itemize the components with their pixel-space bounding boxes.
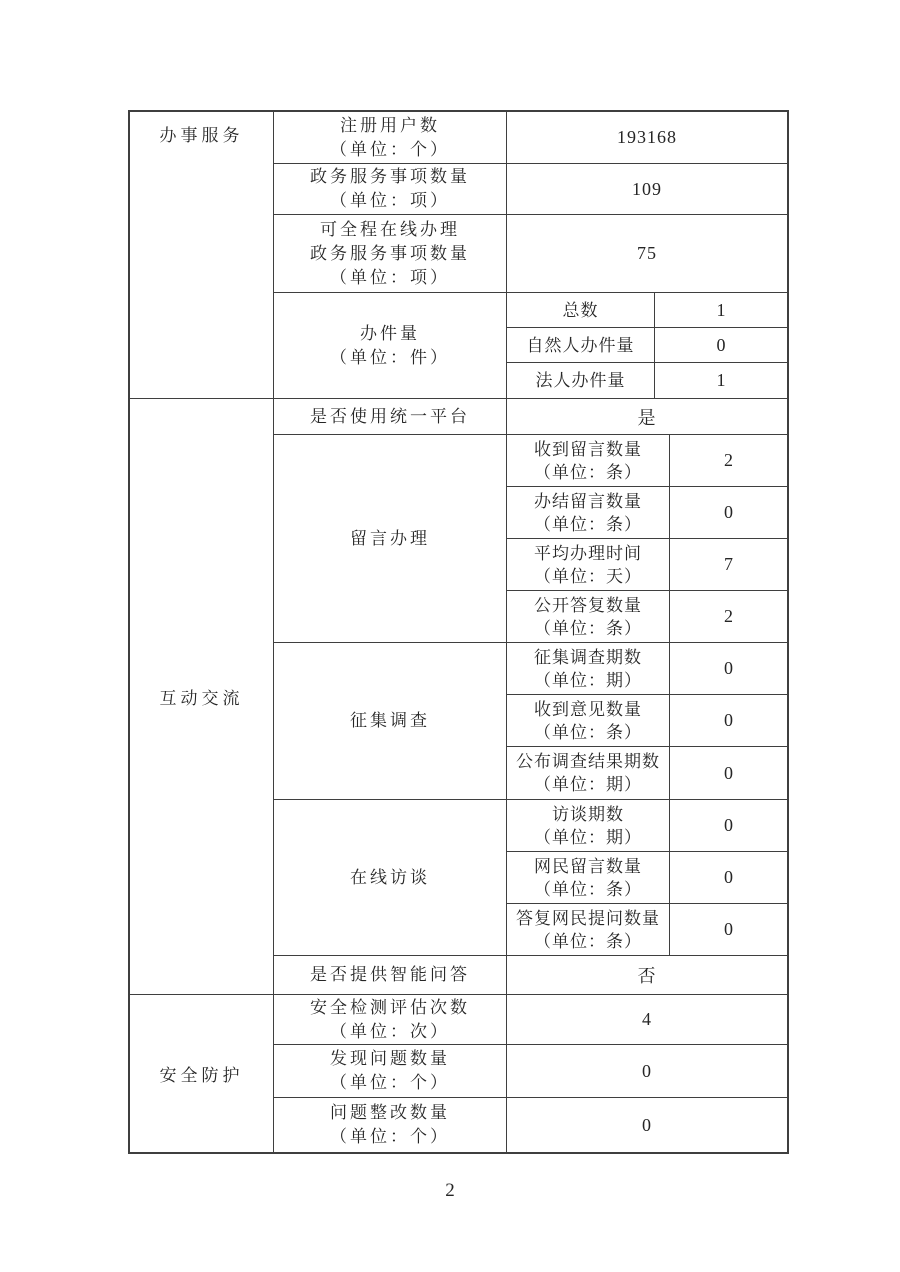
submetric-label: 总数 xyxy=(507,293,655,327)
table-row xyxy=(274,995,787,1045)
submetric-label: 访谈期数 （单位：期） xyxy=(507,800,670,851)
metric-unit: （单位：项） xyxy=(330,191,450,210)
section-interaction xyxy=(130,399,787,995)
metric-cell xyxy=(274,995,507,1044)
submetric-value: 0 xyxy=(724,658,733,678)
metric-cell xyxy=(274,643,507,799)
table-row xyxy=(274,1045,787,1098)
submetric-value: 0 xyxy=(724,919,733,939)
submetric-value: 1 xyxy=(716,370,726,390)
submetric-value: 2 xyxy=(724,450,733,470)
table-subrow xyxy=(507,747,787,799)
metric-value: 193168 xyxy=(617,127,677,147)
submetric-label: 自然人办件量 xyxy=(507,328,655,362)
submetric-label: 网民留言数量 （单位：条） xyxy=(507,852,670,903)
submetric-label: 收到意见数量 （单位：条） xyxy=(507,695,670,746)
metric-unit: （单位：个） xyxy=(330,1073,450,1092)
table-subrow xyxy=(507,800,787,852)
table-row xyxy=(274,399,787,435)
category-label: 办事服务 xyxy=(130,112,274,398)
subrow-group xyxy=(507,800,787,955)
table-subrow xyxy=(507,591,787,642)
submetric-value: 0 xyxy=(724,710,733,730)
metric-label: 在线访谈 xyxy=(350,867,430,887)
submetric-value: 1 xyxy=(716,299,726,320)
metric-value: 4 xyxy=(642,1009,652,1029)
table-row xyxy=(274,112,787,164)
metric-cell xyxy=(274,435,507,642)
metric-cell xyxy=(274,1045,507,1097)
subrow-group xyxy=(507,435,787,642)
metric-cell xyxy=(274,164,507,214)
metric-value: 0 xyxy=(642,1060,652,1081)
submetric-label: 公开答复数量 （单位：条） xyxy=(507,591,670,642)
table-subrow xyxy=(507,904,787,955)
metric-cell xyxy=(274,1098,507,1152)
submetric-value: 0 xyxy=(724,815,733,835)
statistics-table xyxy=(128,110,789,1154)
table-row xyxy=(274,164,787,215)
submetric-label: 收到留言数量 （单位：条） xyxy=(507,435,670,486)
metric-label: 政务服务事项数量 xyxy=(310,243,470,263)
submetric-label: 法人办件量 xyxy=(507,363,655,398)
table-subrow xyxy=(507,695,787,747)
table-subrow xyxy=(507,435,787,487)
metric-cell xyxy=(274,956,507,994)
metric-cell xyxy=(274,215,507,292)
submetric-label: 办结留言数量 （单位：条） xyxy=(507,487,670,538)
metric-value: 0 xyxy=(642,1114,652,1135)
table-subrow xyxy=(507,539,787,591)
section-rows xyxy=(274,112,787,398)
section-service xyxy=(130,112,787,399)
table-subrow xyxy=(507,363,787,398)
subrow-group xyxy=(507,293,787,398)
submetric-value: 0 xyxy=(716,334,726,355)
category-label: 互动交流 xyxy=(130,399,274,994)
submetric-value: 0 xyxy=(724,867,733,887)
table-subrow xyxy=(507,852,787,904)
table-subrow xyxy=(507,328,787,363)
section-rows xyxy=(274,399,787,994)
metric-label: 政务服务事项数量 xyxy=(310,167,470,186)
metric-label: 注册用户数 xyxy=(340,115,440,135)
section-rows xyxy=(274,995,787,1152)
submetric-value: 0 xyxy=(724,502,733,522)
metric-label: 是否使用统一平台 xyxy=(310,406,470,426)
table-subrow xyxy=(507,487,787,539)
section-security xyxy=(130,995,787,1152)
metric-label: 可全程在线办理 xyxy=(320,219,460,239)
metric-label: 是否提供智能问答 xyxy=(310,965,470,984)
table-subrow xyxy=(507,293,787,328)
metric-unit: （单位：个） xyxy=(330,139,450,159)
submetric-label: 平均办理时间 （单位：天） xyxy=(507,539,670,590)
metric-cell xyxy=(274,399,507,434)
subrow-group xyxy=(507,643,787,799)
table-row-group xyxy=(274,293,787,398)
table-row-group xyxy=(274,800,787,956)
metric-unit: （单位：次） xyxy=(330,1021,450,1041)
metric-label: 发现问题数量 xyxy=(330,1049,450,1068)
metric-label: 留言办理 xyxy=(350,528,430,548)
submetric-label: 征集调查期数 （单位：期） xyxy=(507,643,670,694)
metric-unit: （单位：个） xyxy=(330,1127,450,1146)
metric-label: 问题整改数量 xyxy=(330,1103,450,1122)
submetric-value: 0 xyxy=(724,762,733,783)
table-row-group xyxy=(274,643,787,800)
metric-value: 109 xyxy=(632,178,662,199)
table-row-group xyxy=(274,435,787,643)
metric-value: 否 xyxy=(637,966,657,986)
metric-cell xyxy=(274,800,507,955)
metric-cell xyxy=(274,293,507,398)
metric-label: 办件量 xyxy=(360,323,420,343)
table-row xyxy=(274,956,787,994)
metric-value: 75 xyxy=(637,243,657,263)
metric-unit: （单位：件） xyxy=(330,347,450,367)
table-row xyxy=(274,215,787,293)
metric-unit: （单位：项） xyxy=(330,267,450,287)
page-number: 2 xyxy=(445,1180,455,1201)
category-label: 安全防护 xyxy=(130,995,274,1152)
submetric-value: 7 xyxy=(724,554,733,574)
table-row xyxy=(274,1098,787,1152)
submetric-value: 2 xyxy=(724,606,733,626)
table-subrow xyxy=(507,643,787,695)
metric-cell xyxy=(274,112,507,163)
submetric-label: 公布调查结果期数 （单位：期） xyxy=(507,747,670,799)
metric-value: 是 xyxy=(637,407,657,428)
metric-label: 安全检测评估次数 xyxy=(310,997,470,1017)
submetric-label: 答复网民提问数量 （单位：条） xyxy=(507,904,670,955)
metric-label: 征集调查 xyxy=(350,711,430,730)
